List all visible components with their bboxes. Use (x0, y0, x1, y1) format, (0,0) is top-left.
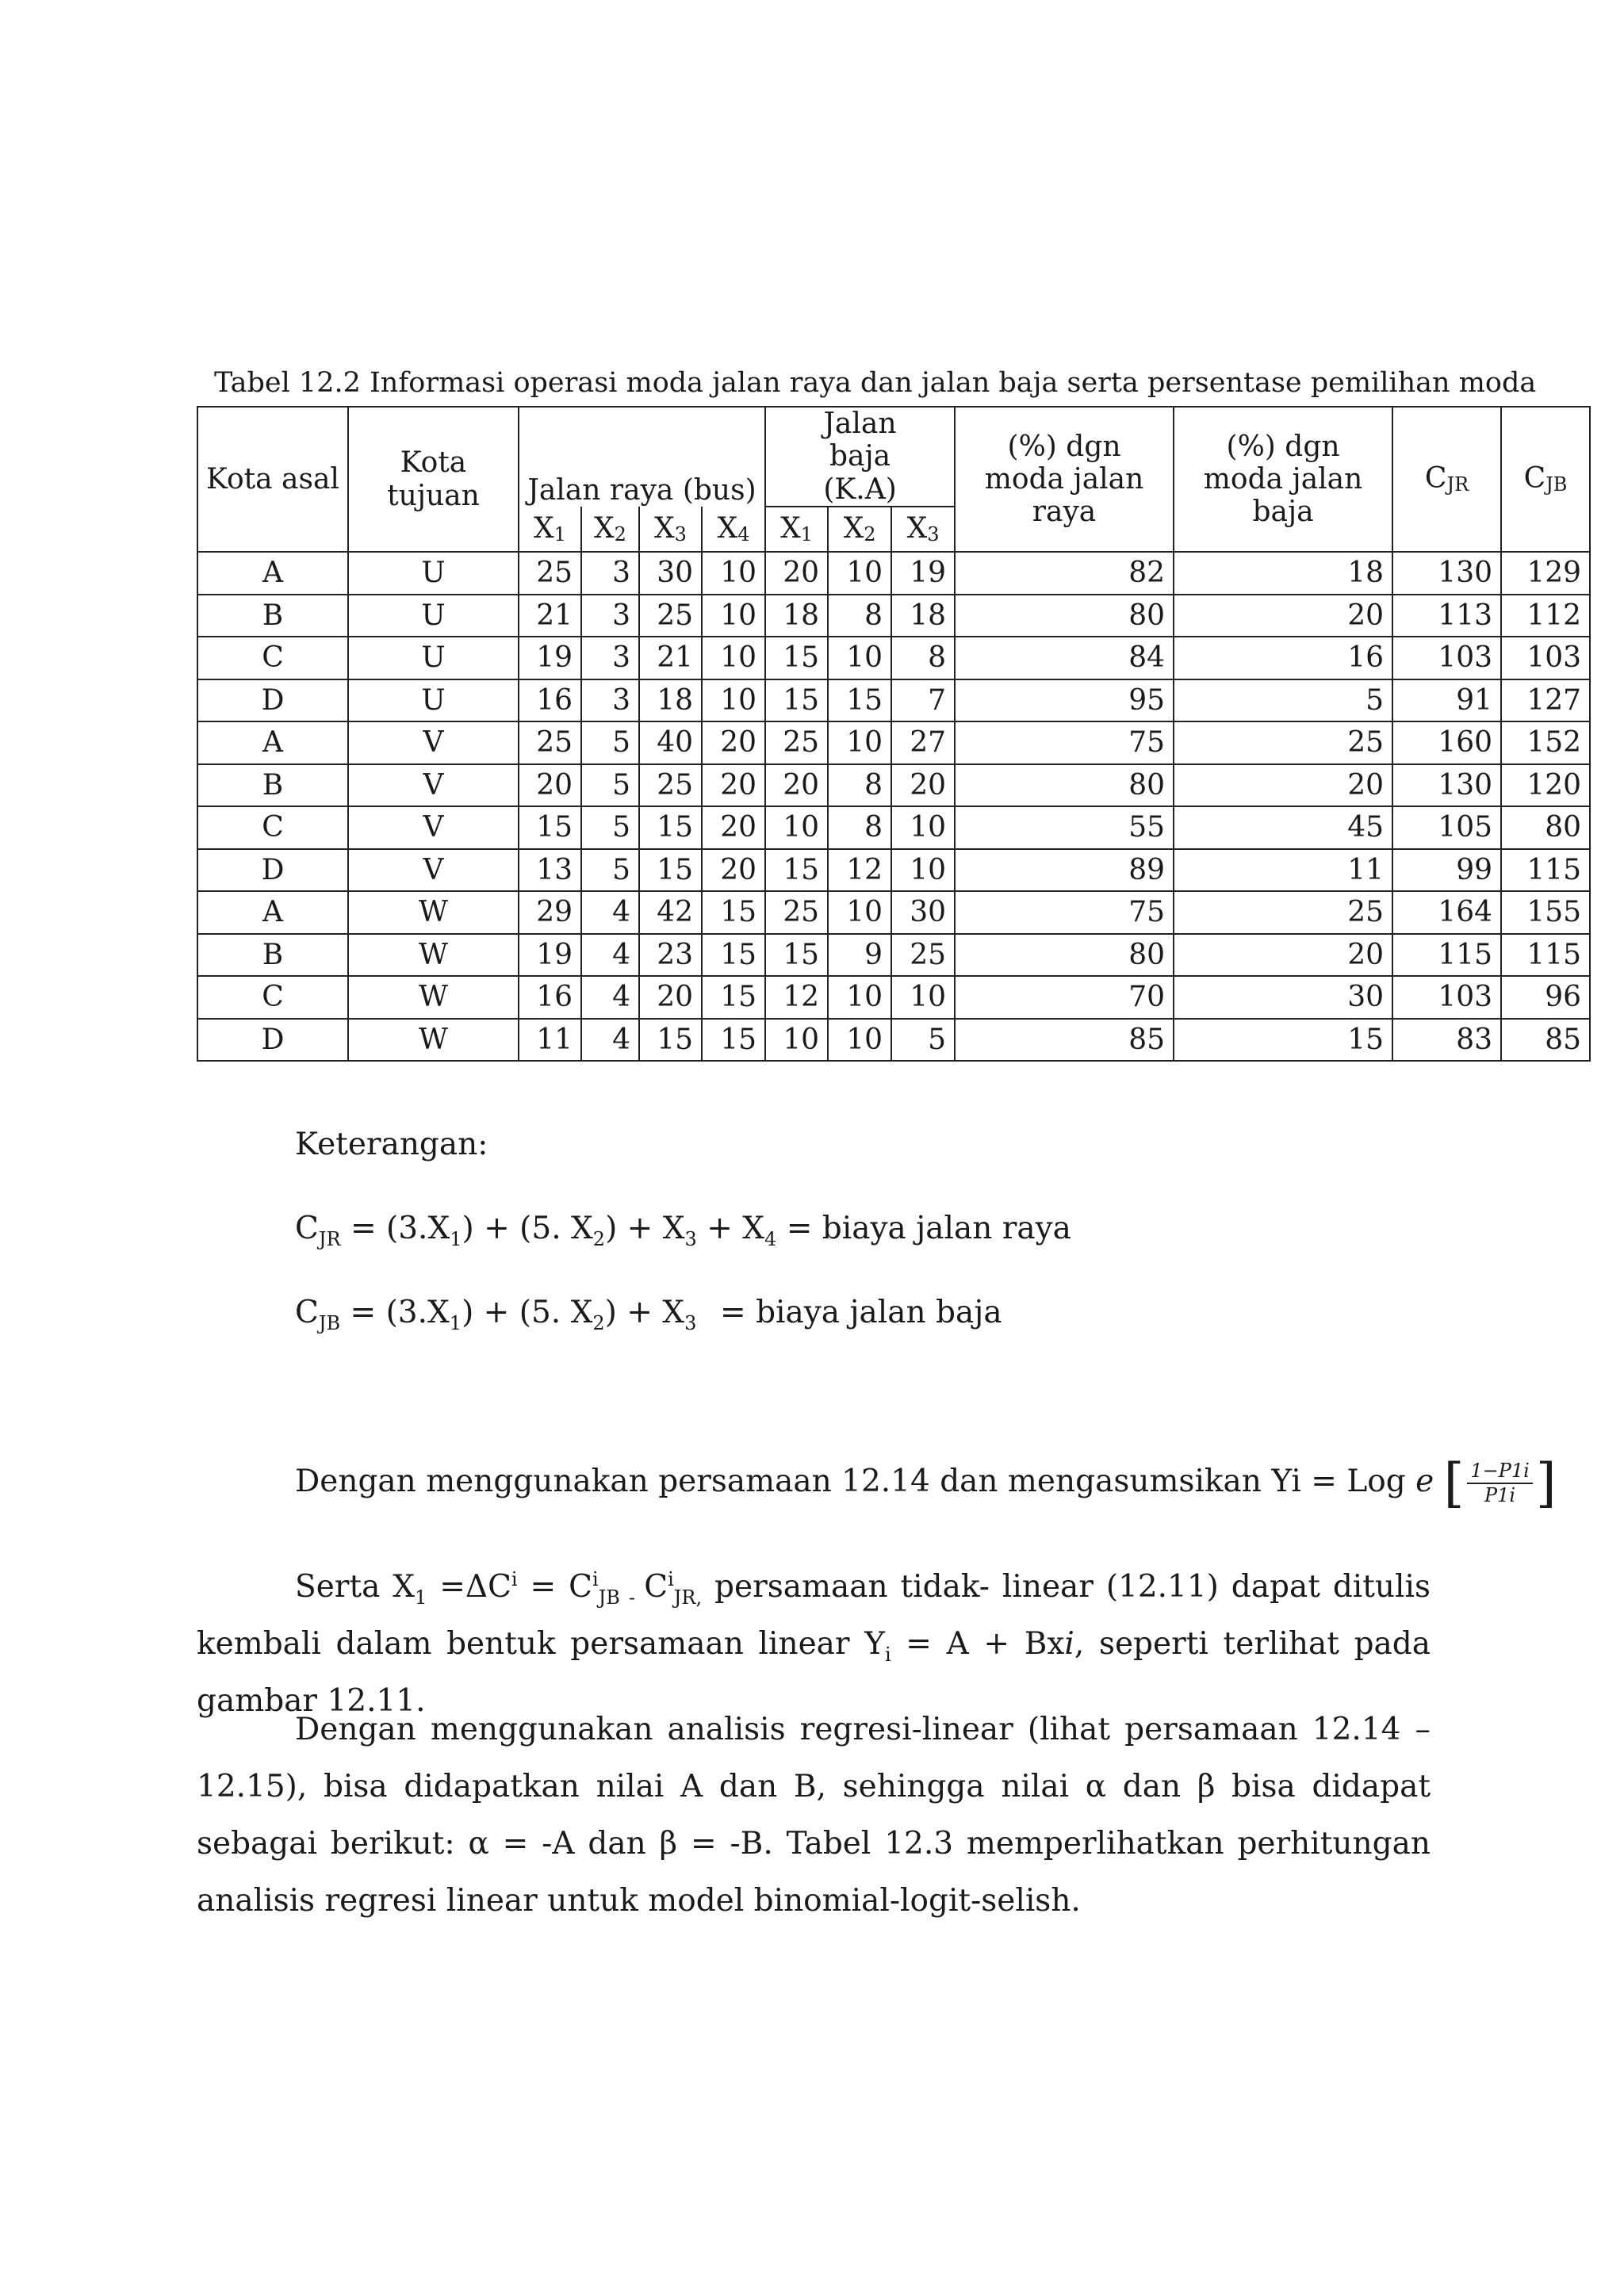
table-cell: 20 (639, 976, 702, 1019)
table-cell: 25 (1174, 721, 1392, 764)
cell-kota-asal: A (197, 721, 348, 764)
table-cell: 127 (1501, 679, 1590, 722)
table-cell: 99 (1392, 849, 1501, 892)
table-cell: 115 (1501, 934, 1590, 977)
table-row (197, 595, 1590, 637)
table-cell: 105 (1392, 806, 1501, 849)
equation-line: Dengan menggunakan persamaan 12.14 dan mengasumsikan Yi = Log e [ $\frac{1-P1i}{P1i}$ ] (295, 1452, 1557, 1513)
cell-kota-asal: B (197, 764, 348, 807)
table-cell: 95 (955, 679, 1174, 722)
table-cell: 10 (828, 1019, 891, 1062)
table-cell: 16 (519, 976, 581, 1019)
table-cell: 13 (519, 849, 581, 892)
table-cell: 10 (765, 1019, 828, 1062)
header-kota-asal: Kota asal (197, 407, 348, 552)
table-cell: 20 (702, 849, 765, 892)
header-jalan-baja: Jalan baja (K.A) (765, 407, 955, 507)
cell-kota-asal: A (197, 552, 348, 595)
table-cell: 9 (828, 934, 891, 977)
table-cell: 12 (765, 976, 828, 1019)
table-cell: 25 (765, 891, 828, 934)
table-cell: 164 (1392, 891, 1501, 934)
table-cell: 20 (702, 806, 765, 849)
table-cell: 130 (1392, 764, 1501, 807)
table-cell: 5 (581, 764, 639, 807)
cell-kota-asal: A (197, 891, 348, 934)
table-cell: 25 (765, 721, 828, 764)
header-x-4: X4 (702, 507, 765, 552)
table-cell: 8 (891, 637, 955, 679)
table-cell: 20 (765, 552, 828, 595)
table-cell: 85 (1501, 1019, 1590, 1062)
cjr-formula: $C_{JR} = (3.X_1) + (5$. $X_2) + X_3 + X_4$ = biaya jalan raya (295, 1211, 1071, 1250)
table-cell: 21 (519, 595, 581, 637)
table-cell: 85 (955, 1019, 1174, 1062)
table-cell: 15 (702, 1019, 765, 1062)
table-cell: 27 (891, 721, 955, 764)
cell-kota-tujuan: W (348, 1019, 519, 1062)
table-cell: 20 (702, 764, 765, 807)
header-cjb: CJB (1501, 407, 1590, 552)
table-row (197, 934, 1590, 977)
table-cell: 20 (891, 764, 955, 807)
cell-kota-asal: D (197, 849, 348, 892)
table-cell: 80 (955, 595, 1174, 637)
table-cell: 30 (891, 891, 955, 934)
notes-heading: Keterangan: (295, 1127, 488, 1162)
table-cell: 5 (581, 721, 639, 764)
table-cell: 20 (1174, 595, 1392, 637)
table-cell: 18 (765, 595, 828, 637)
table-cell: 10 (891, 806, 955, 849)
table-cell: 11 (519, 1019, 581, 1062)
table-cell: 18 (1174, 552, 1392, 595)
table-cell: 91 (1392, 679, 1501, 722)
table-cell: 20 (1174, 764, 1392, 807)
table-cell: 16 (519, 679, 581, 722)
table-cell: 15 (765, 934, 828, 977)
table-row (197, 552, 1590, 595)
cell-kota-tujuan: V (348, 721, 519, 764)
table-cell: 83 (1392, 1019, 1501, 1062)
table-cell: 10 (765, 806, 828, 849)
header-x-7: X3 (891, 507, 955, 552)
table-cell: 15 (828, 679, 891, 722)
table-cell: 15 (702, 976, 765, 1019)
cjb-formula: $C_{JB} = (3.X_1) + (5$. $X_2) + X_3$ = biaya jalan baja (295, 1295, 1002, 1334)
table-cell: 10 (828, 721, 891, 764)
table-cell: 21 (639, 637, 702, 679)
table-cell: 15 (639, 1019, 702, 1062)
table-cell: 8 (828, 806, 891, 849)
table-cell: 80 (955, 934, 1174, 977)
table-cell: 155 (1501, 891, 1590, 934)
table-cell: 25 (519, 721, 581, 764)
table-cell: 113 (1392, 595, 1501, 637)
table-cell: 45 (1174, 806, 1392, 849)
table-cell: 29 (519, 891, 581, 934)
cell-kota-tujuan: U (348, 679, 519, 722)
table-cell: 10 (702, 552, 765, 595)
table-cell: 5 (1174, 679, 1392, 722)
table-row (197, 806, 1590, 849)
table-cell: 115 (1501, 849, 1590, 892)
table-cell: 84 (955, 637, 1174, 679)
table-cell: 10 (891, 849, 955, 892)
cell-kota-asal: C (197, 976, 348, 1019)
table-cell: 11 (1174, 849, 1392, 892)
table-cell: 120 (1501, 764, 1590, 807)
table-caption: Tabel 12.2 Informasi operasi moda jalan raya dan jalan baja serta persentase pemilihan moda (214, 367, 1537, 399)
table-cell: 10 (828, 637, 891, 679)
cell-kota-asal: D (197, 679, 348, 722)
table-cell: 25 (891, 934, 955, 977)
table-cell: 3 (581, 552, 639, 595)
table-cell: 4 (581, 1019, 639, 1062)
table-cell: 20 (702, 721, 765, 764)
table-cell: 75 (955, 721, 1174, 764)
header-cjr: CJR (1392, 407, 1501, 552)
table-cell: 15 (639, 849, 702, 892)
cell-kota-tujuan: U (348, 552, 519, 595)
table-cell: 5 (581, 849, 639, 892)
table-cell: 10 (702, 595, 765, 637)
table-cell: 42 (639, 891, 702, 934)
table-cell: 89 (955, 849, 1174, 892)
table-cell: 15 (639, 806, 702, 849)
table-cell: 103 (1392, 976, 1501, 1019)
table-cell: 4 (581, 891, 639, 934)
table-cell: 10 (702, 637, 765, 679)
table-cell: 19 (519, 637, 581, 679)
table-cell: 70 (955, 976, 1174, 1019)
table-cell: 80 (955, 764, 1174, 807)
table-cell: 15 (702, 934, 765, 977)
cell-kota-tujuan: W (348, 934, 519, 977)
table-cell: 7 (891, 679, 955, 722)
table-cell: 3 (581, 595, 639, 637)
table-cell: 115 (1392, 934, 1501, 977)
table-cell: 152 (1501, 721, 1590, 764)
table-cell: 15 (1174, 1019, 1392, 1062)
table-cell: 82 (955, 552, 1174, 595)
table-cell: 40 (639, 721, 702, 764)
header-pct-jalan-baja: (%) dgn moda jalan baja (1174, 407, 1392, 552)
table-cell: 96 (1501, 976, 1590, 1019)
table-cell: 4 (581, 934, 639, 977)
table-cell: 25 (519, 552, 581, 595)
table-cell: 20 (1174, 934, 1392, 977)
table-row (197, 679, 1590, 722)
table-cell: 103 (1501, 637, 1590, 679)
table-cell: 15 (765, 849, 828, 892)
table-cell: 8 (828, 595, 891, 637)
table-cell: 25 (639, 764, 702, 807)
table-row (197, 891, 1590, 934)
table-row (197, 1019, 1590, 1062)
header-x-5: X1 (765, 507, 828, 552)
header-kota-tujuan: Kota tujuan (348, 407, 519, 552)
cell-kota-tujuan: U (348, 595, 519, 637)
table-row (197, 849, 1590, 892)
table-cell: 20 (765, 764, 828, 807)
cell-kota-tujuan: U (348, 637, 519, 679)
table-cell: 75 (955, 891, 1174, 934)
table-row (197, 764, 1590, 807)
mode-operation-table (197, 406, 1591, 1062)
header-x-3: X3 (639, 507, 702, 552)
table-cell: 25 (1174, 891, 1392, 934)
table-cell: 25 (639, 595, 702, 637)
table-cell: 30 (639, 552, 702, 595)
table-cell: 19 (519, 934, 581, 977)
table-cell: 19 (891, 552, 955, 595)
cell-kota-tujuan: V (348, 849, 519, 892)
table-cell: 20 (519, 764, 581, 807)
cell-kota-asal: C (197, 637, 348, 679)
table-cell: 15 (765, 679, 828, 722)
cell-kota-asal: C (197, 806, 348, 849)
table-cell: 10 (828, 891, 891, 934)
table-cell: 129 (1501, 552, 1590, 595)
header-x-2: X2 (581, 507, 639, 552)
table-cell: 3 (581, 637, 639, 679)
table-cell: 18 (891, 595, 955, 637)
header-jalan-raya: Jalan raya (bus) (519, 407, 765, 507)
table-cell: 8 (828, 764, 891, 807)
table-cell: 30 (1174, 976, 1392, 1019)
paragraph-2: Dengan menggunakan analisis regresi-linear (lihat persamaan 12.14 – 12.15), bisa didapatkan nilai A dan B, sehingga nilai α dan β bisa didapat sebagai berikut: α = -A dan β = -B. Tabel 12.3 memperlihatkan perhitungan analisis regresi linear untuk model binomial-logit-selish. (197, 1712, 1431, 1919)
table-cell: 103 (1392, 637, 1501, 679)
fraction: $\frac{1-P1i}{P1i}$ (1467, 1460, 1532, 1507)
cell-kota-tujuan: W (348, 976, 519, 1019)
table-cell: 10 (891, 976, 955, 1019)
table-cell: 112 (1501, 595, 1590, 637)
table-cell: 15 (702, 891, 765, 934)
header-pct-jalan-raya: (%) dgn moda jalan raya (955, 407, 1174, 552)
table-cell: 15 (765, 637, 828, 679)
table-row (197, 637, 1590, 679)
header-x-6: X2 (828, 507, 891, 552)
table-cell: 10 (828, 552, 891, 595)
table-cell: 4 (581, 976, 639, 1019)
table-cell: 15 (519, 806, 581, 849)
table-cell: 18 (639, 679, 702, 722)
cell-kota-tujuan: V (348, 764, 519, 807)
table-cell: 3 (581, 679, 639, 722)
table-cell: 55 (955, 806, 1174, 849)
cell-kota-tujuan: V (348, 806, 519, 849)
table-cell: 80 (1501, 806, 1590, 849)
table-cell: 130 (1392, 552, 1501, 595)
paragraph-1: Serta $X_1 =\Delta C^i = C^i_{JB -}$ $C^i_{JR,}$ persamaan tidak- linear (12.11) dapat ditulis kembali dalam bentuk persamaan linear $Y_i = A$ + Bxi, seperti terlihat pada gambar 12.11. (197, 1568, 1431, 1719)
table-cell: 5 (581, 806, 639, 849)
table-cell: 12 (828, 849, 891, 892)
header-x-1: X1 (519, 507, 581, 552)
table-cell: 10 (828, 976, 891, 1019)
table-row (197, 721, 1590, 764)
table-cell: 16 (1174, 637, 1392, 679)
cell-kota-asal: B (197, 934, 348, 977)
cell-kota-tujuan: W (348, 891, 519, 934)
table-cell: 160 (1392, 721, 1501, 764)
table-cell: 10 (702, 679, 765, 722)
cell-kota-asal: D (197, 1019, 348, 1062)
table-cell: 5 (891, 1019, 955, 1062)
table-cell: 23 (639, 934, 702, 977)
table-row (197, 976, 1590, 1019)
cell-kota-asal: B (197, 595, 348, 637)
